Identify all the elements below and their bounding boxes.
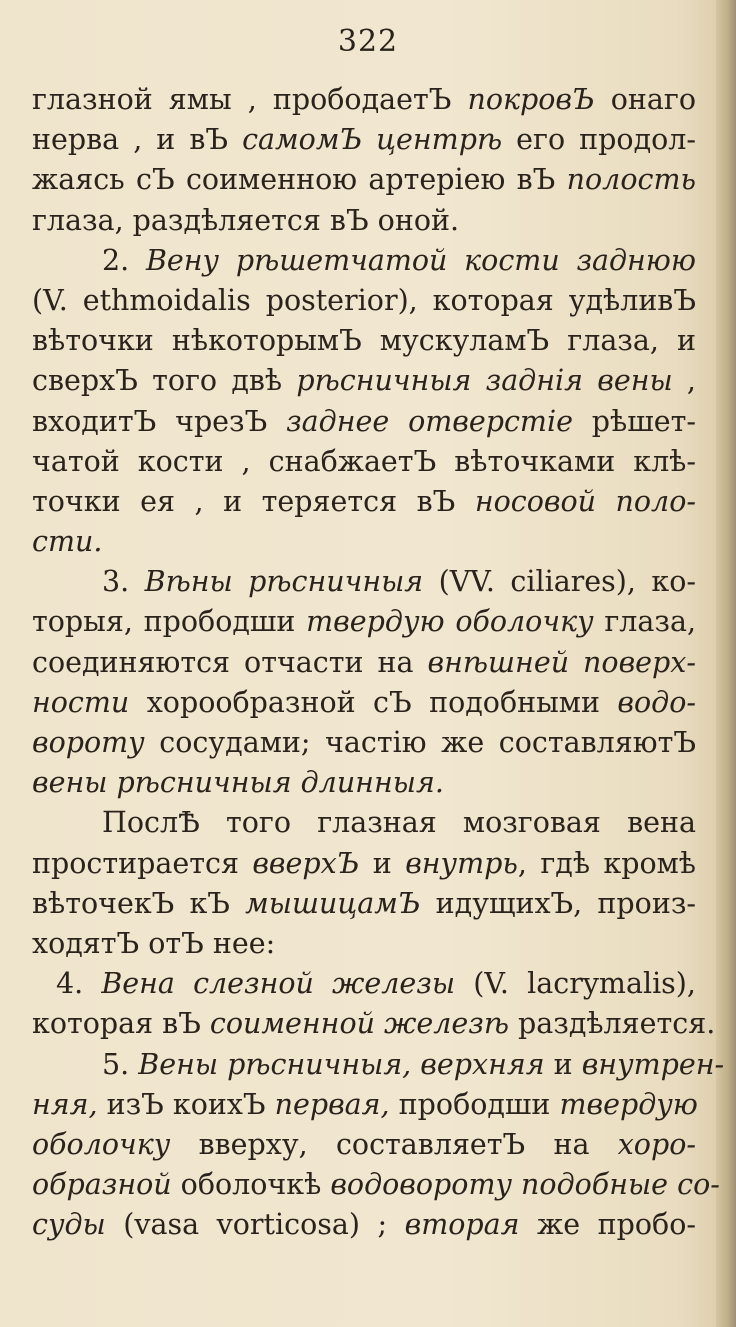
text-segment: изЪ коихЪ xyxy=(97,1087,275,1121)
text-segment: рѣшет- xyxy=(572,404,696,438)
text-line xyxy=(32,522,696,562)
text-segment: онаго xyxy=(594,83,696,116)
text-line xyxy=(32,884,696,924)
italic-segment: Вену рѣшетчатой кости заднюю xyxy=(145,243,696,277)
text-segment: (VV. ciliares), ко- xyxy=(423,565,696,599)
text-line xyxy=(32,1205,696,1245)
text-line xyxy=(32,763,696,803)
italic-segment: самомЪ центрѣ xyxy=(242,123,503,157)
italic-segment: хоро- xyxy=(617,1127,696,1161)
text-segment: 5. xyxy=(102,1047,139,1081)
italic-segment: внутрь xyxy=(405,846,518,880)
text-segment: ходятЪ отЪ нее: xyxy=(32,926,276,960)
text-segment: раздѣляется. xyxy=(508,1007,716,1041)
italic-segment: Вены рѣсничныя, верхняя xyxy=(138,1047,545,1081)
italic-segment: няя, xyxy=(32,1087,98,1121)
text-line xyxy=(32,924,696,964)
text-line xyxy=(32,241,696,281)
text-line xyxy=(32,964,696,1004)
italic-segment: водо- xyxy=(617,685,696,719)
text-segment: прободши xyxy=(389,1087,560,1121)
text-line xyxy=(32,1125,696,1165)
italic-segment: образной xyxy=(32,1168,172,1202)
italic-segment: покровЪ xyxy=(467,83,595,116)
text-segment: нерва , и вЪ xyxy=(32,123,243,157)
text-line xyxy=(32,80,696,120)
italic-segment: оболочку xyxy=(32,1127,171,1161)
italic-segment: суды xyxy=(32,1208,106,1242)
text-segment: вверху, составляетЪ на xyxy=(170,1127,618,1161)
text-segment: , xyxy=(672,364,696,398)
text-segment: глаза, xyxy=(593,605,697,639)
text-segment: и xyxy=(359,846,406,880)
italic-segment: Вена слезной железы xyxy=(101,967,456,1001)
text-segment: ПослѢ того глазная мозговая вена xyxy=(102,806,696,840)
text-segment: сверхЪ того двѣ xyxy=(32,364,297,398)
italic-segment: вторая xyxy=(404,1208,520,1242)
text-segment: (V. lacrymalis), xyxy=(455,967,696,1001)
text-segment: , гдѣ кромѣ xyxy=(517,846,696,880)
text-segment: оболочкѣ xyxy=(171,1168,331,1202)
text-line xyxy=(32,442,696,482)
text-segment: его продол- xyxy=(502,123,697,157)
text-segment: вѣточекЪ кЪ xyxy=(32,886,246,920)
text-segment: 2. xyxy=(102,243,146,277)
italic-segment: соименной железѣ xyxy=(209,1007,509,1041)
text-line xyxy=(32,402,696,442)
italic-segment: внутрен- xyxy=(581,1047,725,1081)
text-segment: 4. xyxy=(56,967,102,1001)
page-edge xyxy=(716,0,736,1327)
text-line xyxy=(32,803,696,843)
italic-segment: твердую xyxy=(559,1087,698,1121)
italic-segment: вены рѣсничныя длинныя. xyxy=(32,766,444,800)
italic-segment: заднее отверстіе xyxy=(286,404,573,438)
text-line xyxy=(32,281,696,321)
italic-segment: внѣшней поверх- xyxy=(427,645,696,679)
italic-segment: первая, xyxy=(274,1087,390,1121)
text-segment: торыя, прободши xyxy=(32,605,307,639)
italic-segment: вороту xyxy=(32,726,145,759)
text-segment: соединяются отчасти на xyxy=(32,645,428,679)
text-line xyxy=(32,562,696,602)
text-segment: хорообразной сЪ подобными xyxy=(129,685,618,719)
italic-segment: полость xyxy=(566,163,696,197)
text-segment: же пробо- xyxy=(519,1208,696,1242)
text-segment: (vasa vorticosa) ; xyxy=(105,1208,405,1242)
text-segment: глаза, раздѣляется вЪ оной. xyxy=(32,203,460,237)
text-segment: точки ея , и теряется вЪ xyxy=(32,484,475,518)
text-line xyxy=(32,321,696,361)
italic-segment: твердую оболочку xyxy=(306,605,594,639)
text-segment: жаясь сЪ соименною артеріею вЪ xyxy=(32,163,567,197)
text-segment: которая вЪ xyxy=(32,1007,210,1041)
text-segment: сосудами; частію же составляютЪ xyxy=(144,726,696,759)
italic-segment: Вѣны рѣсничныя xyxy=(144,565,424,599)
text-line xyxy=(32,723,696,763)
text-segment: (V. ethmoidalis posterior), которая удѣливЪ xyxy=(32,283,696,317)
text-line xyxy=(32,602,696,642)
text-line xyxy=(32,643,696,683)
text-segment: идущихЪ, произ- xyxy=(420,886,696,920)
text-segment: и xyxy=(544,1047,582,1081)
text-line xyxy=(32,1165,720,1205)
italic-segment: сти. xyxy=(32,525,103,559)
italic-segment: водовороту подобные со- xyxy=(330,1168,720,1202)
italic-segment: ности xyxy=(32,685,130,719)
text-segment: чатой кости , снабжаетЪ вѣточками клѣ- xyxy=(32,444,696,478)
text-segment: простирается xyxy=(32,846,253,880)
text-line xyxy=(32,160,696,200)
italic-segment: вверхЪ xyxy=(252,846,360,880)
body-text xyxy=(32,80,725,1245)
text-line xyxy=(32,683,696,723)
page-number: 322 xyxy=(337,24,399,59)
text-line xyxy=(32,1085,696,1125)
text-segment: входитЪ чрезЪ xyxy=(32,404,287,438)
italic-segment: рѣсничныя заднія вены xyxy=(296,364,673,398)
text-line xyxy=(32,1004,716,1044)
text-segment: вѣточки нѣкоторымЪ мускуламЪ глаза, и xyxy=(32,324,696,358)
italic-segment: мышицамЪ xyxy=(245,886,421,920)
text-line xyxy=(32,201,696,241)
text-line xyxy=(32,361,696,401)
text-line xyxy=(32,482,696,522)
text-segment: 3. xyxy=(102,565,145,599)
italic-segment: носовой поло- xyxy=(474,484,696,518)
text-line xyxy=(32,844,696,884)
text-line xyxy=(32,120,696,160)
text-line xyxy=(32,1045,725,1085)
text-segment: глазной ямы , прободаетЪ xyxy=(32,83,468,116)
